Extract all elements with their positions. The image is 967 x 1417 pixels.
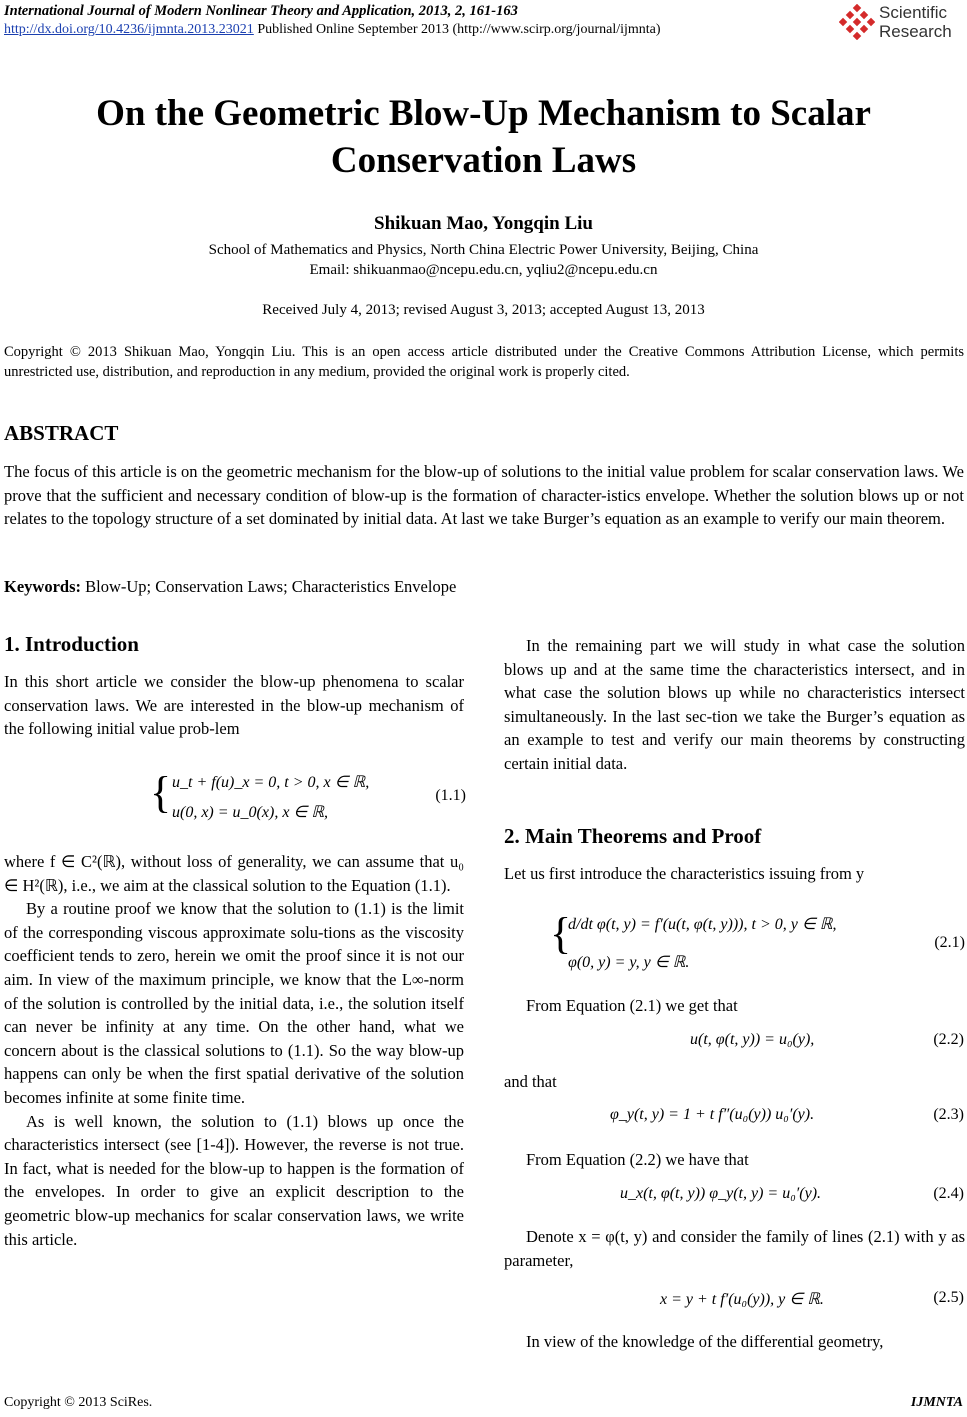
section-1-heading: 1. Introduction	[4, 632, 139, 656]
right-paragraph-1: In the remaining part we will study in what case the solution blows up and at the same time the characteristics intersect, and in what case the solution blows up while no characteristics intersect simultaneously. In the last sec-tion we take the Burger’s equation as an example to test and verify our main theorems by constructing certain initial data.	[504, 636, 965, 773]
doi-line	[4, 22, 661, 38]
eq-2-5: x = y + t f′(u₀(y)), y ∈ ℝ.	[660, 1291, 824, 1308]
right-paragraph-5: From Equation (2.2) we have that	[526, 1150, 749, 1169]
logo-word-2: Research	[879, 22, 952, 41]
intro-paragraph-2: where f ∈ C²(ℝ), without loss of generality, we can assume that u₀ ∈ H²(ℝ), i.e., we aim at the classical solution to the Equation (1.1).	[4, 852, 464, 895]
logo-word-1: Scientific	[879, 3, 948, 22]
keywords-label: Keywords:	[4, 577, 81, 596]
paper-title: On the Geometric Blow-Up Mechanism to Scalar Conservation Laws	[96, 93, 871, 181]
right-paragraph-4: and that	[504, 1072, 557, 1091]
intro-body	[4, 850, 464, 1251]
journal-header: International Journal of Modern Nonlinear Theory and Application, 2013, 2, 161-163	[4, 3, 518, 19]
eq-2-3-number: (2.3)	[933, 1106, 964, 1123]
eq-2-1-line-1: d/dt φ(t, y) = f′(u(t, φ(t, y))), t > 0, y ∈ ℝ,	[568, 916, 837, 933]
received-dates: Received July 4, 2013; revised August 3, 2013; accepted August 13, 2013	[262, 302, 705, 318]
eq-1-1-line-2: u(0, x) = u_0(x), x ∈ ℝ,	[172, 804, 329, 821]
abstract-heading: ABSTRACT	[4, 421, 119, 445]
scientific-research-logo	[839, 2, 961, 44]
eq-2-4: u_x(t, φ(t, y)) φ_y(t, y) = u₀′(y).	[620, 1185, 822, 1202]
copyright-notice: Copyright © 2013 Shikuan Mao, Yongqin Liu. This is an open access article distributed under the Creative Commons Attribution License, which permits unrestricted use, distribution, and reproduction in any medium, provided the original work is properly cited.	[4, 344, 964, 380]
email: Email: shikuanmao@ncepu.edu.cn, yqliu2@ncepu.edu.cn	[309, 262, 658, 278]
intro-paragraph-4: As is well known, the solution to (1.1) blows up once the characteristics intersect (see [1-4]). However, the reverse is not true. In fact, what is needed for the blow-up to happen is the formation of the envelopes. In order to give an explicit description to the geometric blow-up mechanics for scalar conservation laws, we write this article.	[4, 1111, 464, 1249]
eq-2-1-line-2: φ(0, y) = y, y ∈ ℝ.	[568, 954, 690, 971]
equation-1-1: { u_t + f(u)_x = 0, t > 0, x ∈ ℝ, u(0, x) = u_0(x), x ∈ ℝ, (1.1)	[150, 768, 466, 821]
right-paragraph-7: In view of the knowledge of the differential geometry,	[526, 1332, 884, 1351]
published-note: Published Online September 2013 (http://www.scirp.org/journal/ijmnta)	[253, 22, 661, 37]
authors: Shikuan Mao, Yongqin Liu	[374, 213, 593, 234]
intro-paragraph-1: In this short article we consider the blow-up phenomena to scalar conservation laws. We are interested in the blow-up mechanism of the following initial value prob-lem	[4, 672, 464, 739]
eq-2-1-number: (2.1)	[934, 934, 965, 951]
keywords	[4, 577, 456, 597]
intro-paragraph-3: By a routine proof we know that the solution to (1.1) is the limit of the corresponding viscous approximate solu-tions as the viscosity coefficient tends to zero, herein we omit the proof since it is not our aim. In view of the maximum principle, we know that the L∞-norm of the solution is controlled by the initial data, i.e., the solution itself can never be infinity at any time. On the other hand, what we concern about is the classical solutions to (1.1). So the way blow-up happens can only be when the first spatial derivative of the solution becomes infinite at some finite time.	[4, 899, 464, 1107]
doi-link[interactable]: http://dx.doi.org/10.4236/ijmnta.2013.23021	[4, 22, 254, 37]
eq-2-3: φ_y(t, y) = 1 + t f″(u₀(y)) u₀′(y).	[610, 1106, 815, 1123]
abstract-text: The focus of this article is on the geometric mechanism for the blow-up of solutions to the initial value problem for scalar conservation laws. We prove that the sufficient and necessary condition of blow-up is the formation of character-istics envelope. Whether the solution blows up or not relates to the topology structure of a set dominated by initial data. At last we take Burger’s equation as an example to verify our main theorem.	[4, 462, 964, 529]
equation-2-1: { d/dt φ(t, y) = f′(u(t, φ(t, y))), t > 0, y ∈ ℝ, φ(0, y) = y, y ∈ ℝ. (2.1)	[550, 909, 965, 971]
eq-2-2-number: (2.2)	[933, 1031, 964, 1048]
eq-1-1-line-1: u_t + f(u)_x = 0, t > 0, x ∈ ℝ,	[172, 774, 370, 791]
affiliation-block	[0, 240, 967, 280]
logo-diamond-icon	[839, 4, 875, 40]
eq-2-4-number: (2.4)	[933, 1185, 964, 1202]
right-paragraph-2: Let us first introduce the characteristics issuing from y	[504, 864, 865, 883]
right-paragraph-3: From Equation (2.1) we get that	[526, 996, 738, 1015]
footer-journal-abbrev: IJMNTA	[910, 1395, 963, 1410]
keywords-list: Blow-Up; Conservation Laws; Characteristics Envelope	[81, 577, 457, 596]
footer-copyright: Copyright © 2013 SciRes.	[4, 1395, 153, 1410]
eq-1-1-number: (1.1)	[435, 787, 466, 804]
eq-2-5-number: (2.5)	[933, 1289, 964, 1306]
affiliation: School of Mathematics and Physics, North China Electric Power University, Beijing, China	[208, 242, 759, 258]
eq-2-2: u(t, φ(t, y)) = u₀(y),	[690, 1031, 815, 1048]
section-2-heading: 2. Main Theorems and Proof	[504, 824, 762, 848]
right-paragraph-6: Denote x = φ(t, y) and consider the family of lines (2.1) with y as parameter,	[504, 1227, 965, 1270]
